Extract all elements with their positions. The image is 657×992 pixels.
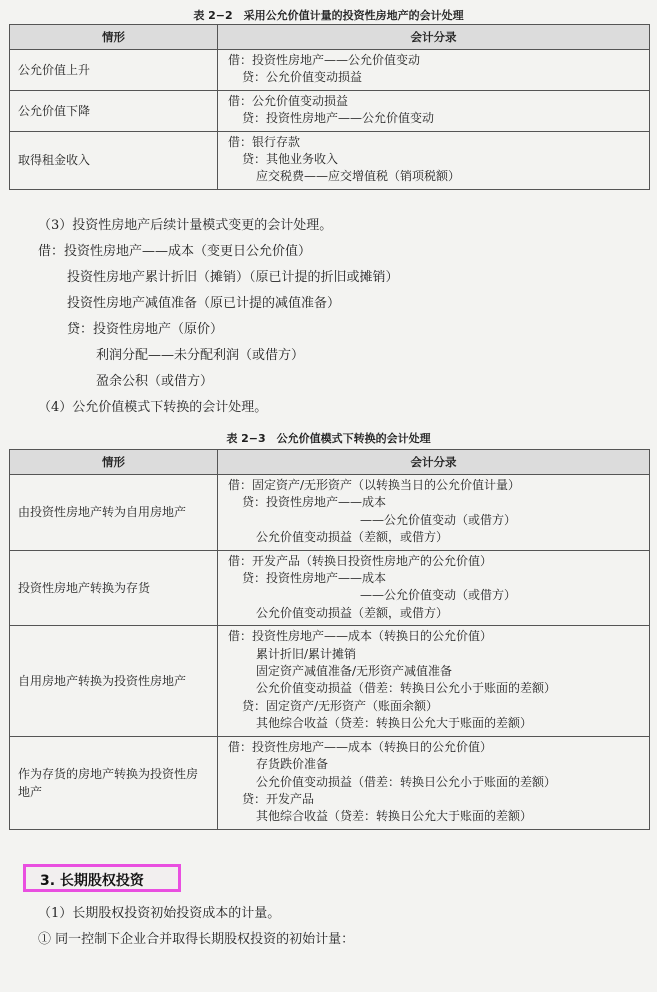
table1-header-entry: 会计分录	[218, 25, 650, 50]
entry-line: 存货跌价准备	[256, 757, 329, 772]
table1-entry	[218, 131, 650, 189]
entry-line: 贷：投资性房地产——成本	[242, 495, 387, 510]
situation-line: 作为存货的房地产转换为投资性房	[18, 766, 199, 781]
table1-entry	[218, 50, 650, 91]
entry-line: 贷：投资性房地产——成本	[242, 571, 387, 586]
table1	[9, 24, 650, 190]
table2-entry	[218, 736, 650, 829]
entry-line: 公允价值变动损益（差额，或借方）	[256, 605, 449, 620]
entry-line: 投资性房地产累计折旧（摊销）（原已计提的折旧或摊销）	[67, 270, 399, 285]
entry-line: 贷：投资性房地产（原价）	[67, 322, 224, 337]
entry-line: 投资性房地产减值准备（原已计提的减值准备）	[67, 296, 341, 311]
entry-line: 借：公允价值变动损益	[228, 93, 349, 108]
table2-header-entry: 会计分录	[218, 450, 650, 475]
entry-line: 累计折旧/累计摊销	[256, 646, 357, 661]
table-row	[10, 90, 650, 131]
table2-situation: 投资性房地产转换为存货	[10, 550, 218, 626]
entry-line: 公允价值变动损益（借差：转换日公允小于账面的差额）	[256, 681, 557, 696]
entry-line: 公允价值变动损益（借差：转换日公允小于账面的差额）	[256, 774, 557, 789]
entry-line: 盈余公积（或借方）	[96, 374, 214, 389]
section3-text	[0, 213, 657, 421]
entry-line: 利润分配——未分配利润（或借方）	[96, 348, 305, 363]
entry-line: 借：固定资产/无形资产（以转换当日的公允价值计量）	[228, 478, 521, 492]
entry-line: 应交税费——应交增值税（销项税额）	[256, 169, 461, 184]
table1-situation: 取得租金收入	[10, 131, 218, 189]
footer-line: ① 同一控制下企业合并取得长期股权投资的初始计量：	[38, 932, 355, 947]
table2-situation: 由投资性房地产转为自用房地产	[10, 475, 218, 551]
entry-line: 贷：投资性房地产——公允价值变动	[242, 111, 435, 126]
entry-line: 借：投资性房地产——成本（转换日的公允价值）	[228, 739, 493, 754]
section-heading-highlight	[23, 864, 181, 892]
table-row	[10, 736, 650, 829]
entry-line: 借：投资性房地产——成本（转换日的公允价值）	[228, 629, 493, 644]
footer-line: （1）长期股权投资初始投资成本的计量。	[38, 906, 281, 921]
table1-caption: 表 2−2 采用公允价值计量的投资性房地产的会计处理	[193, 9, 464, 22]
table1-situation: 公允价值下降	[10, 90, 218, 131]
entry-line: 公允价值变动损益（差额，或借方）	[256, 530, 449, 545]
entry-line: 贷：固定资产/无形资产（账面余额）	[242, 698, 439, 713]
table1-entry	[218, 90, 650, 131]
entry-line: 借：开发产品（转换日投资性房地产的公允价值）	[228, 553, 493, 568]
entry-line: 借：投资性房地产——公允价值变动	[228, 53, 421, 67]
entry-line: 借：银行存款	[228, 134, 301, 149]
table2-situation	[10, 736, 218, 829]
table-row	[10, 131, 650, 189]
table2-caption: 表 2−3 公允价值模式下转换的会计处理	[226, 432, 431, 445]
entry-line: 其他综合收益（贷差：转换日公允大于账面的差额）	[256, 716, 533, 731]
table1-header-situation: 情形	[10, 25, 218, 50]
table2-situation: 自用房地产转换为投资性房地产	[10, 626, 218, 736]
table2	[9, 449, 650, 830]
entry-line: 贷：其他业务收入	[242, 152, 339, 167]
section4-title: （4）公允价值模式下转换的会计处理。	[38, 400, 268, 415]
table2-entry	[218, 475, 650, 551]
table2-entry	[218, 626, 650, 736]
entry-line: ——公允价值变动（或借方）	[360, 512, 517, 527]
footer-text	[0, 901, 657, 953]
situation-line: 地产	[18, 784, 43, 799]
table-row	[10, 50, 650, 91]
section-heading: 3. 长期股权投资	[40, 873, 144, 889]
entry-line: 其他综合收益（贷差：转换日公允大于账面的差额）	[256, 809, 533, 824]
table-row	[10, 626, 650, 736]
entry-line: 固定资产减值准备/无形资产减值准备	[256, 664, 453, 679]
table2-header-row	[10, 450, 650, 475]
table1-header-row	[10, 25, 650, 50]
table2-entry	[218, 550, 650, 626]
section3-title: （3）投资性房地产后续计量模式变更的会计处理。	[38, 218, 333, 233]
entry-line: ——公允价值变动（或借方）	[360, 588, 517, 603]
entry-line: 贷：开发产品	[242, 791, 315, 806]
entry-line: 贷：公允价值变动损益	[242, 70, 363, 85]
entry-line: 借：投资性房地产——成本（变更日公允价值）	[38, 244, 312, 259]
table-row	[10, 550, 650, 626]
table-row	[10, 475, 650, 551]
table1-situation: 公允价值上升	[10, 50, 218, 91]
table2-header-situation: 情形	[10, 450, 218, 475]
